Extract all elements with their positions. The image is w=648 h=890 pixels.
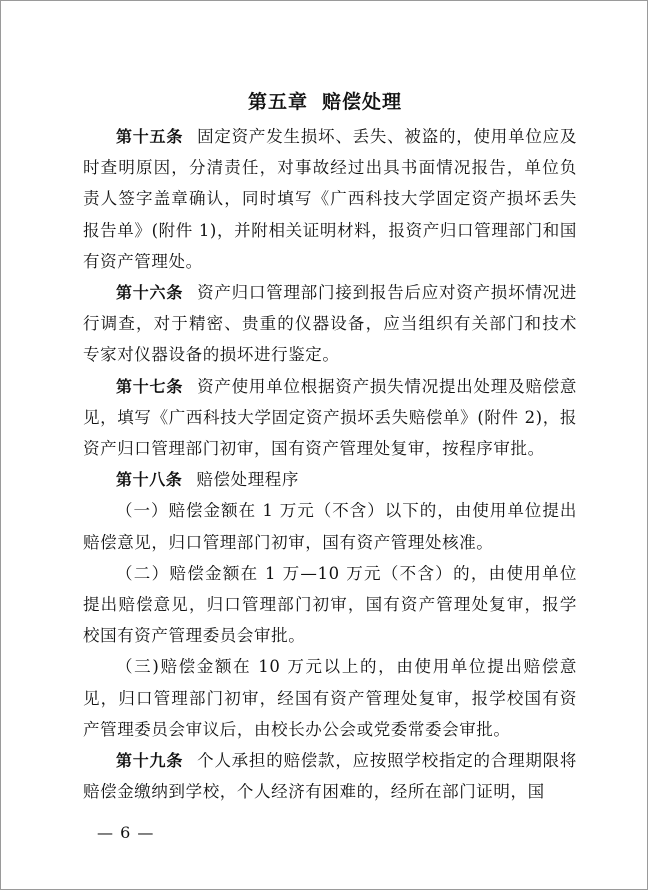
paragraph-text: （一）赔偿金额在 1 万元（不含）以下的，由使用单位提出赔偿意见，归口管理部门初审，国有资产管理处核准。	[83, 501, 577, 552]
chapter-title	[1, 87, 648, 114]
paragraph-article-15	[83, 121, 577, 277]
paragraph-text: 固定资产发生损坏、丢失、被盗的，使用单位应及时查明原因，分清责任，对事故经过出具书面情况报告，单位负责人签字盖章确认，同时填写《广西科技大学固定资产损坏丢失报告单》(附件 1)，并附相关证明材料，报资产归口管理部门和国有资产管理处。	[83, 127, 577, 271]
paragraph-text: 个人承担的赔偿款，应按照学校指定的合理期限将赔偿金缴纳到学校，个人经济有困难的，经所在部门证明，国	[83, 751, 577, 802]
paragraph-article-17	[83, 371, 577, 465]
paragraph-text: 资产使用单位根据资产损失情况提出处理及赔偿意见，填写《广西科技大学固定资产损坏丢失赔偿单》(附件 2)，报资产归口管理部门初审，国有资产管理处复审，按程序审批。	[83, 376, 577, 459]
paragraph-article-16	[83, 277, 577, 371]
paragraph-text: （三)赔偿金额在 10 万元以上的，由使用单位提出赔偿意见，归口管理部门初审，经国有资产管理处复审，报学校国有资产管理委员会审议后，由校长办公会或党委常委会审批。	[83, 657, 577, 739]
chapter-number: 第五章	[247, 91, 308, 113]
paragraph-item-1	[83, 495, 577, 557]
article-label: 第十九条	[116, 751, 184, 771]
article-label: 第十六条	[116, 283, 184, 303]
chapter-name: 赔偿处理	[322, 91, 403, 113]
paragraph-text: 赔偿处理程序	[196, 470, 300, 490]
paragraph-article-18	[83, 464, 577, 495]
paragraph-item-2	[83, 558, 577, 652]
paragraph-text: 资产归口管理部门接到报告后应对资产损坏情况进行调查，对于精密、贵重的仪器设备，应当组织有关部门和技术专家对仪器设备的损坏进行鉴定。	[83, 283, 577, 365]
article-label: 第十五条	[116, 127, 184, 146]
article-label: 第十八条	[116, 470, 183, 490]
paragraph-text: （二）赔偿金额在 1 万—10 万元（不含）的，由使用单位提出赔偿意见，归口管理部门初审，国有资产管理处复审，报学校国有资产管理委员会审批。	[83, 563, 577, 646]
article-label: 第十七条	[116, 376, 184, 396]
paragraph-item-3	[83, 651, 577, 745]
paragraph-article-19	[83, 745, 577, 807]
page-number: — 6 —	[97, 823, 155, 842]
document-body	[83, 121, 577, 807]
